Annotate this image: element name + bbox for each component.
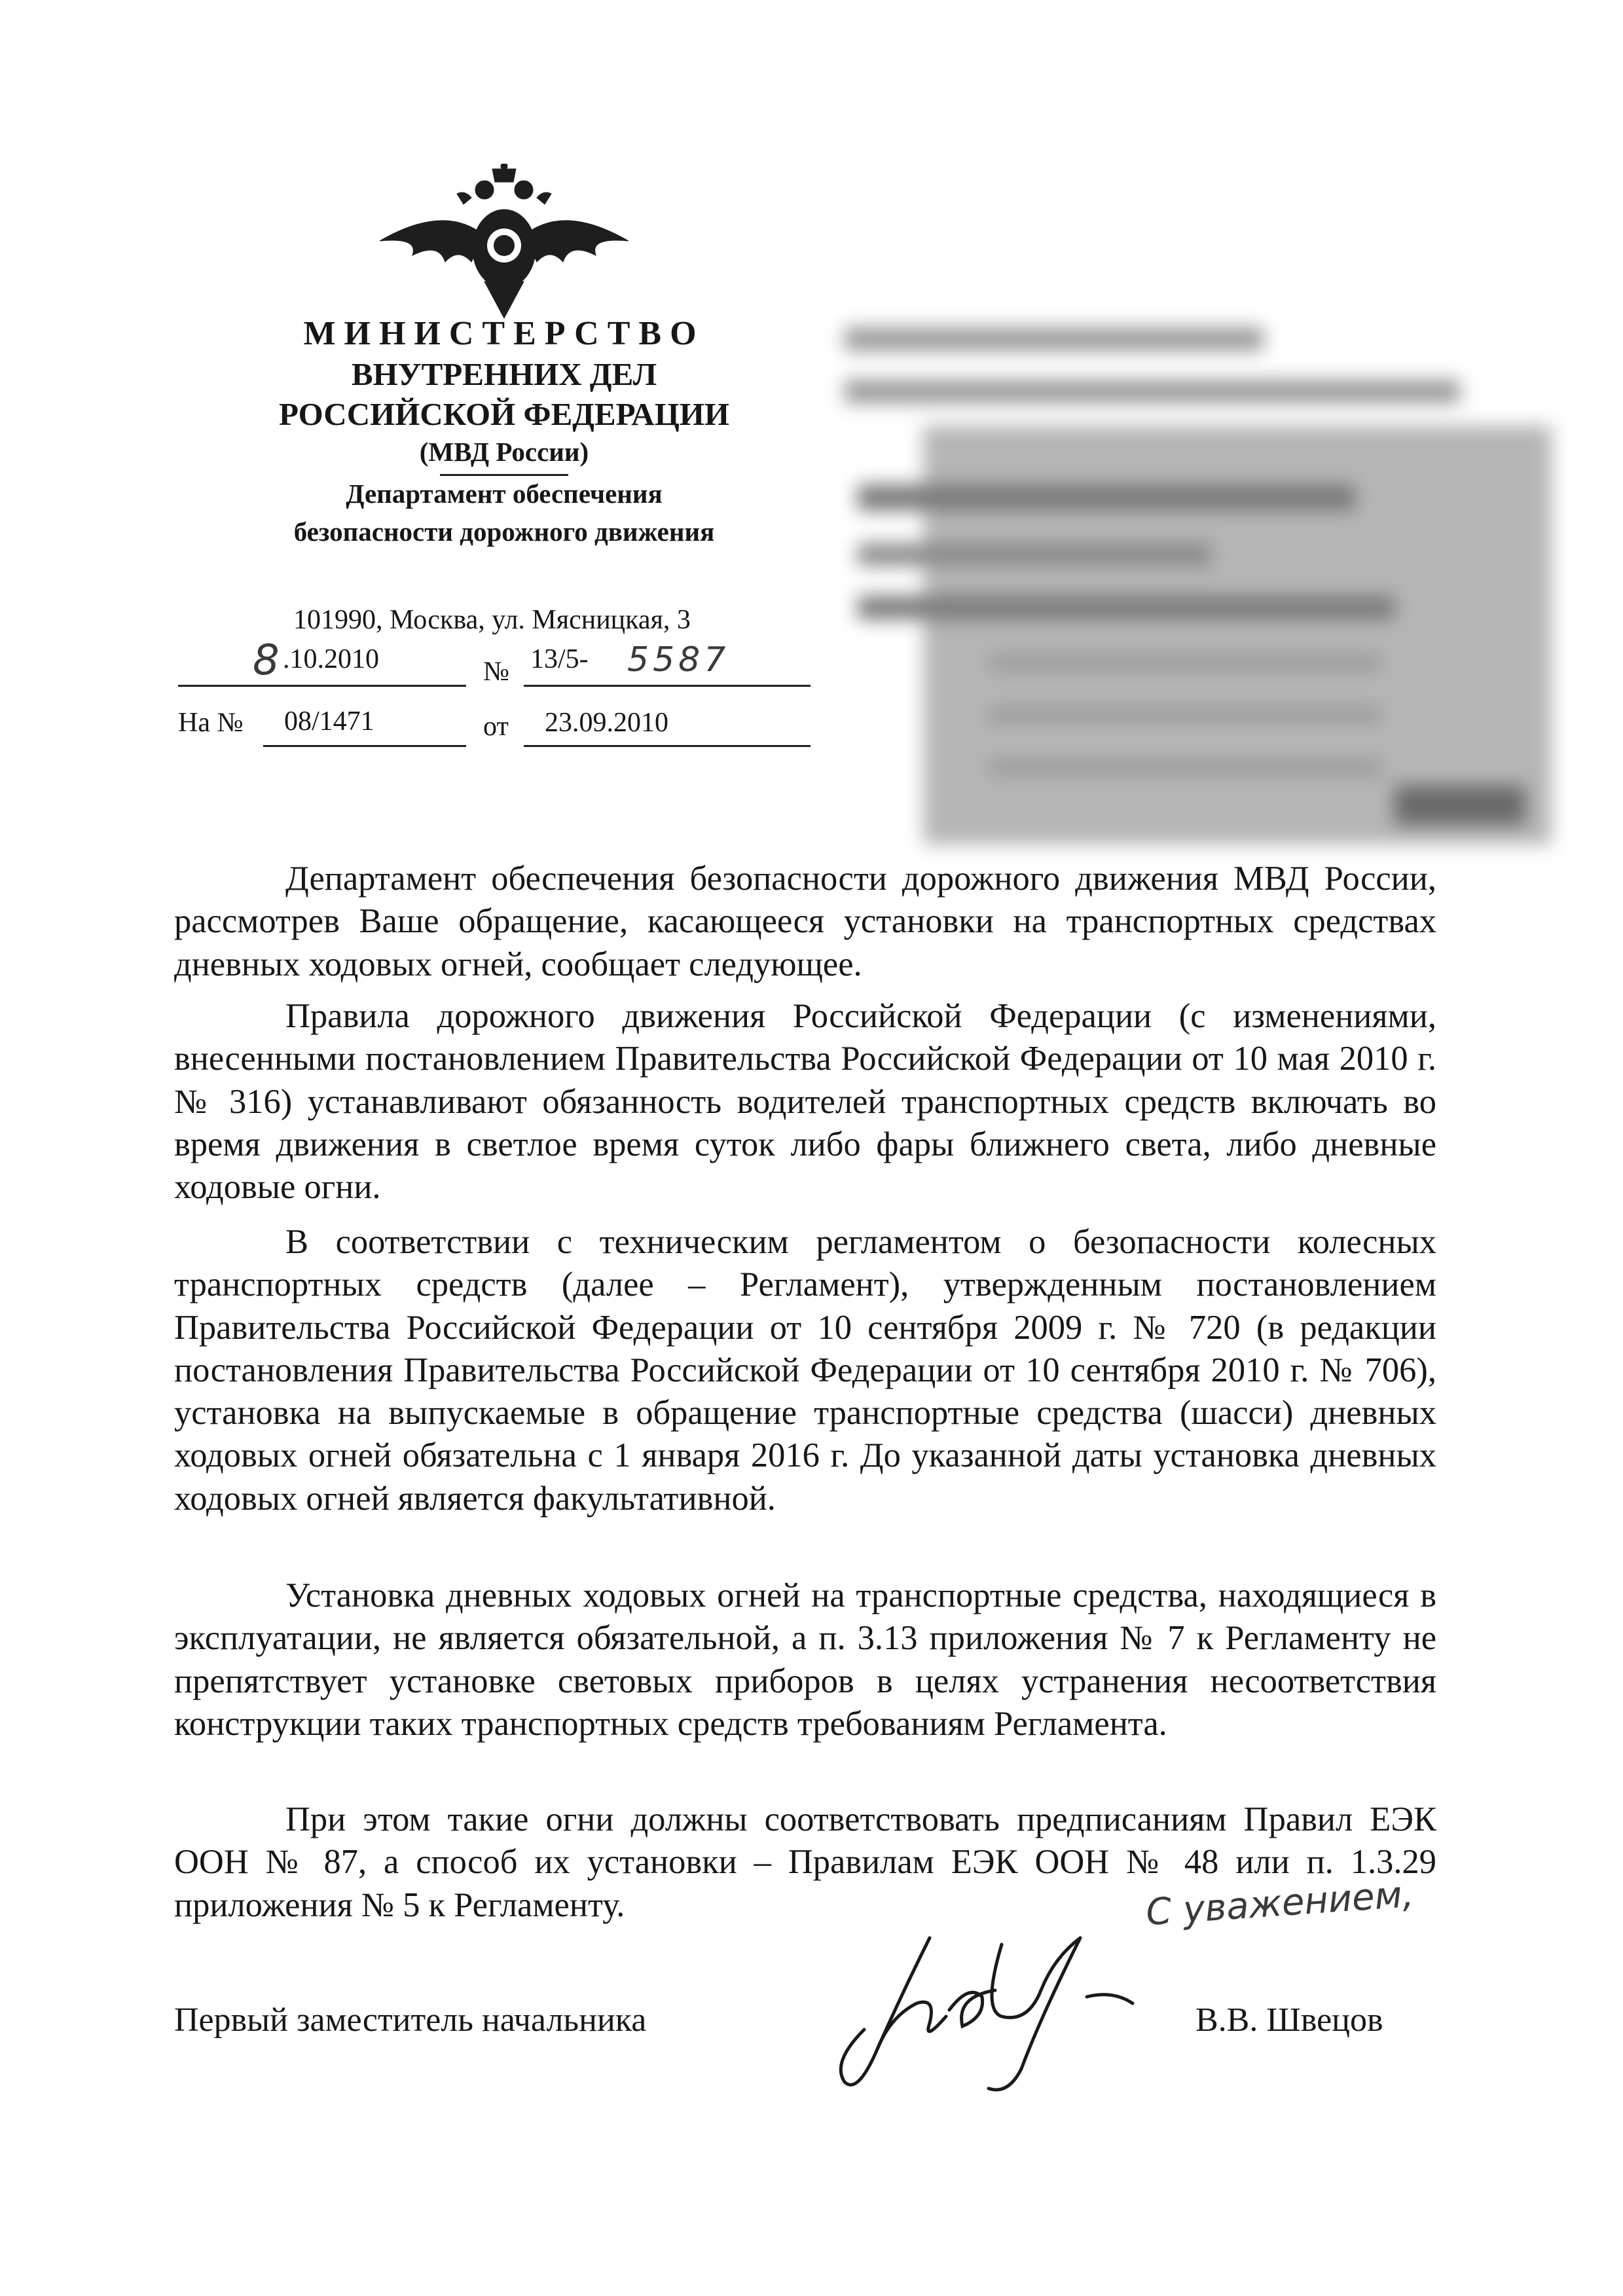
department-name-line2: безопасности дорожного движения	[293, 517, 715, 547]
letterhead	[216, 308, 792, 556]
body-paragraph-4: Установка дневных ходовых огней на транспортные средства, находящиеся в эксплуатации, не является обязательной, а п. 3.13 приложения № 7 к Регламенту не препятствует установке световых приборов в целях устранения несоответствия конструкции таких транспортных средств требованиям Регламента.	[174, 1576, 1436, 1743]
reference-from-label: от	[483, 712, 509, 742]
ministry-abbrev: (МВД России)	[419, 437, 589, 467]
reference-underline	[263, 745, 466, 747]
reference-number: 08/1471	[284, 706, 374, 737]
body-paragraph-3: В соответствии с техническим регламентом о безопасности колесных транспортных средств (далее – Регламент), утвержденным постановлением Правительства Российской Федерации от 10 сентября 2009 г. № 720 (в редакции постановления Правительства Российской Федерации от 10 сентября 2010 г. № 706), установка на выпускаемые в обращение транспортные средства (шасси) дневных ходовых огней обязательна с 1 января 2016 г. До указанной даты установка дневных ходовых огней является факультативной.	[174, 1223, 1436, 1518]
signatory-title: Первый заместитель начальника	[174, 2001, 647, 2039]
handwritten-number: 5587	[627, 640, 730, 680]
handwritten-day: 8	[253, 636, 280, 685]
reference-date: 23.09.2010	[545, 708, 668, 738]
body-paragraph-1: Департамент обеспечения безопасности дорожного движения МВД России, рассмотрев Ваше обращение, касающееся установки на транспортных средствах дневных ходовых огней, сообщает следующее.	[174, 860, 1436, 983]
emblem-eagle	[373, 164, 635, 321]
date-underline	[178, 685, 466, 687]
reference-date-underline	[524, 745, 811, 747]
ministry-title: МИНИСТЕРСТВО	[303, 315, 705, 352]
ministry-title-line3: РОССИЙСКОЙ ФЕДЕРАЦИИ	[278, 396, 730, 432]
letter-number: 13/5-	[530, 644, 589, 674]
body-paragraph-2: Правила дорожного движения Российской Федерации (с изменениями, внесенными постановлением Правительства Российской Федерации от 10 мая 2010 г. № 316) устанавливают обязанность водителей транспортных средств включать во время движения в светлое время суток либо фары ближнего света, либо дневные ходовые огни.	[174, 997, 1436, 1207]
department-name-line1: Департамент обеспечения	[346, 479, 663, 509]
letter-date: .10.2010	[283, 644, 379, 674]
body-paragraph-5: При этом такие огни должны соответствовать предписаниям Правил ЕЭК ООН № 87, а способ их установки – Правилам ЕЭК ООН № 48 или п. 1.3.29 приложения № 5 к Регламенту.	[174, 1800, 1436, 1924]
redacted-addressee-block	[818, 288, 1558, 851]
ministry-title-line2: ВНУТРЕННИХ ДЕЛ	[351, 356, 657, 392]
department-address: 101990, Москва, ул. Мясницкая, 3	[293, 605, 691, 635]
letter-number-label: №	[483, 657, 510, 687]
number-underline	[524, 685, 811, 687]
signatory-name: В.В. Швецов	[1195, 2001, 1383, 2039]
header-divider	[440, 474, 568, 476]
handwritten-signature	[805, 1918, 1224, 2108]
handwritten-closing-note: С уважением,	[1144, 1872, 1415, 1935]
reference-label: На №	[178, 708, 244, 738]
